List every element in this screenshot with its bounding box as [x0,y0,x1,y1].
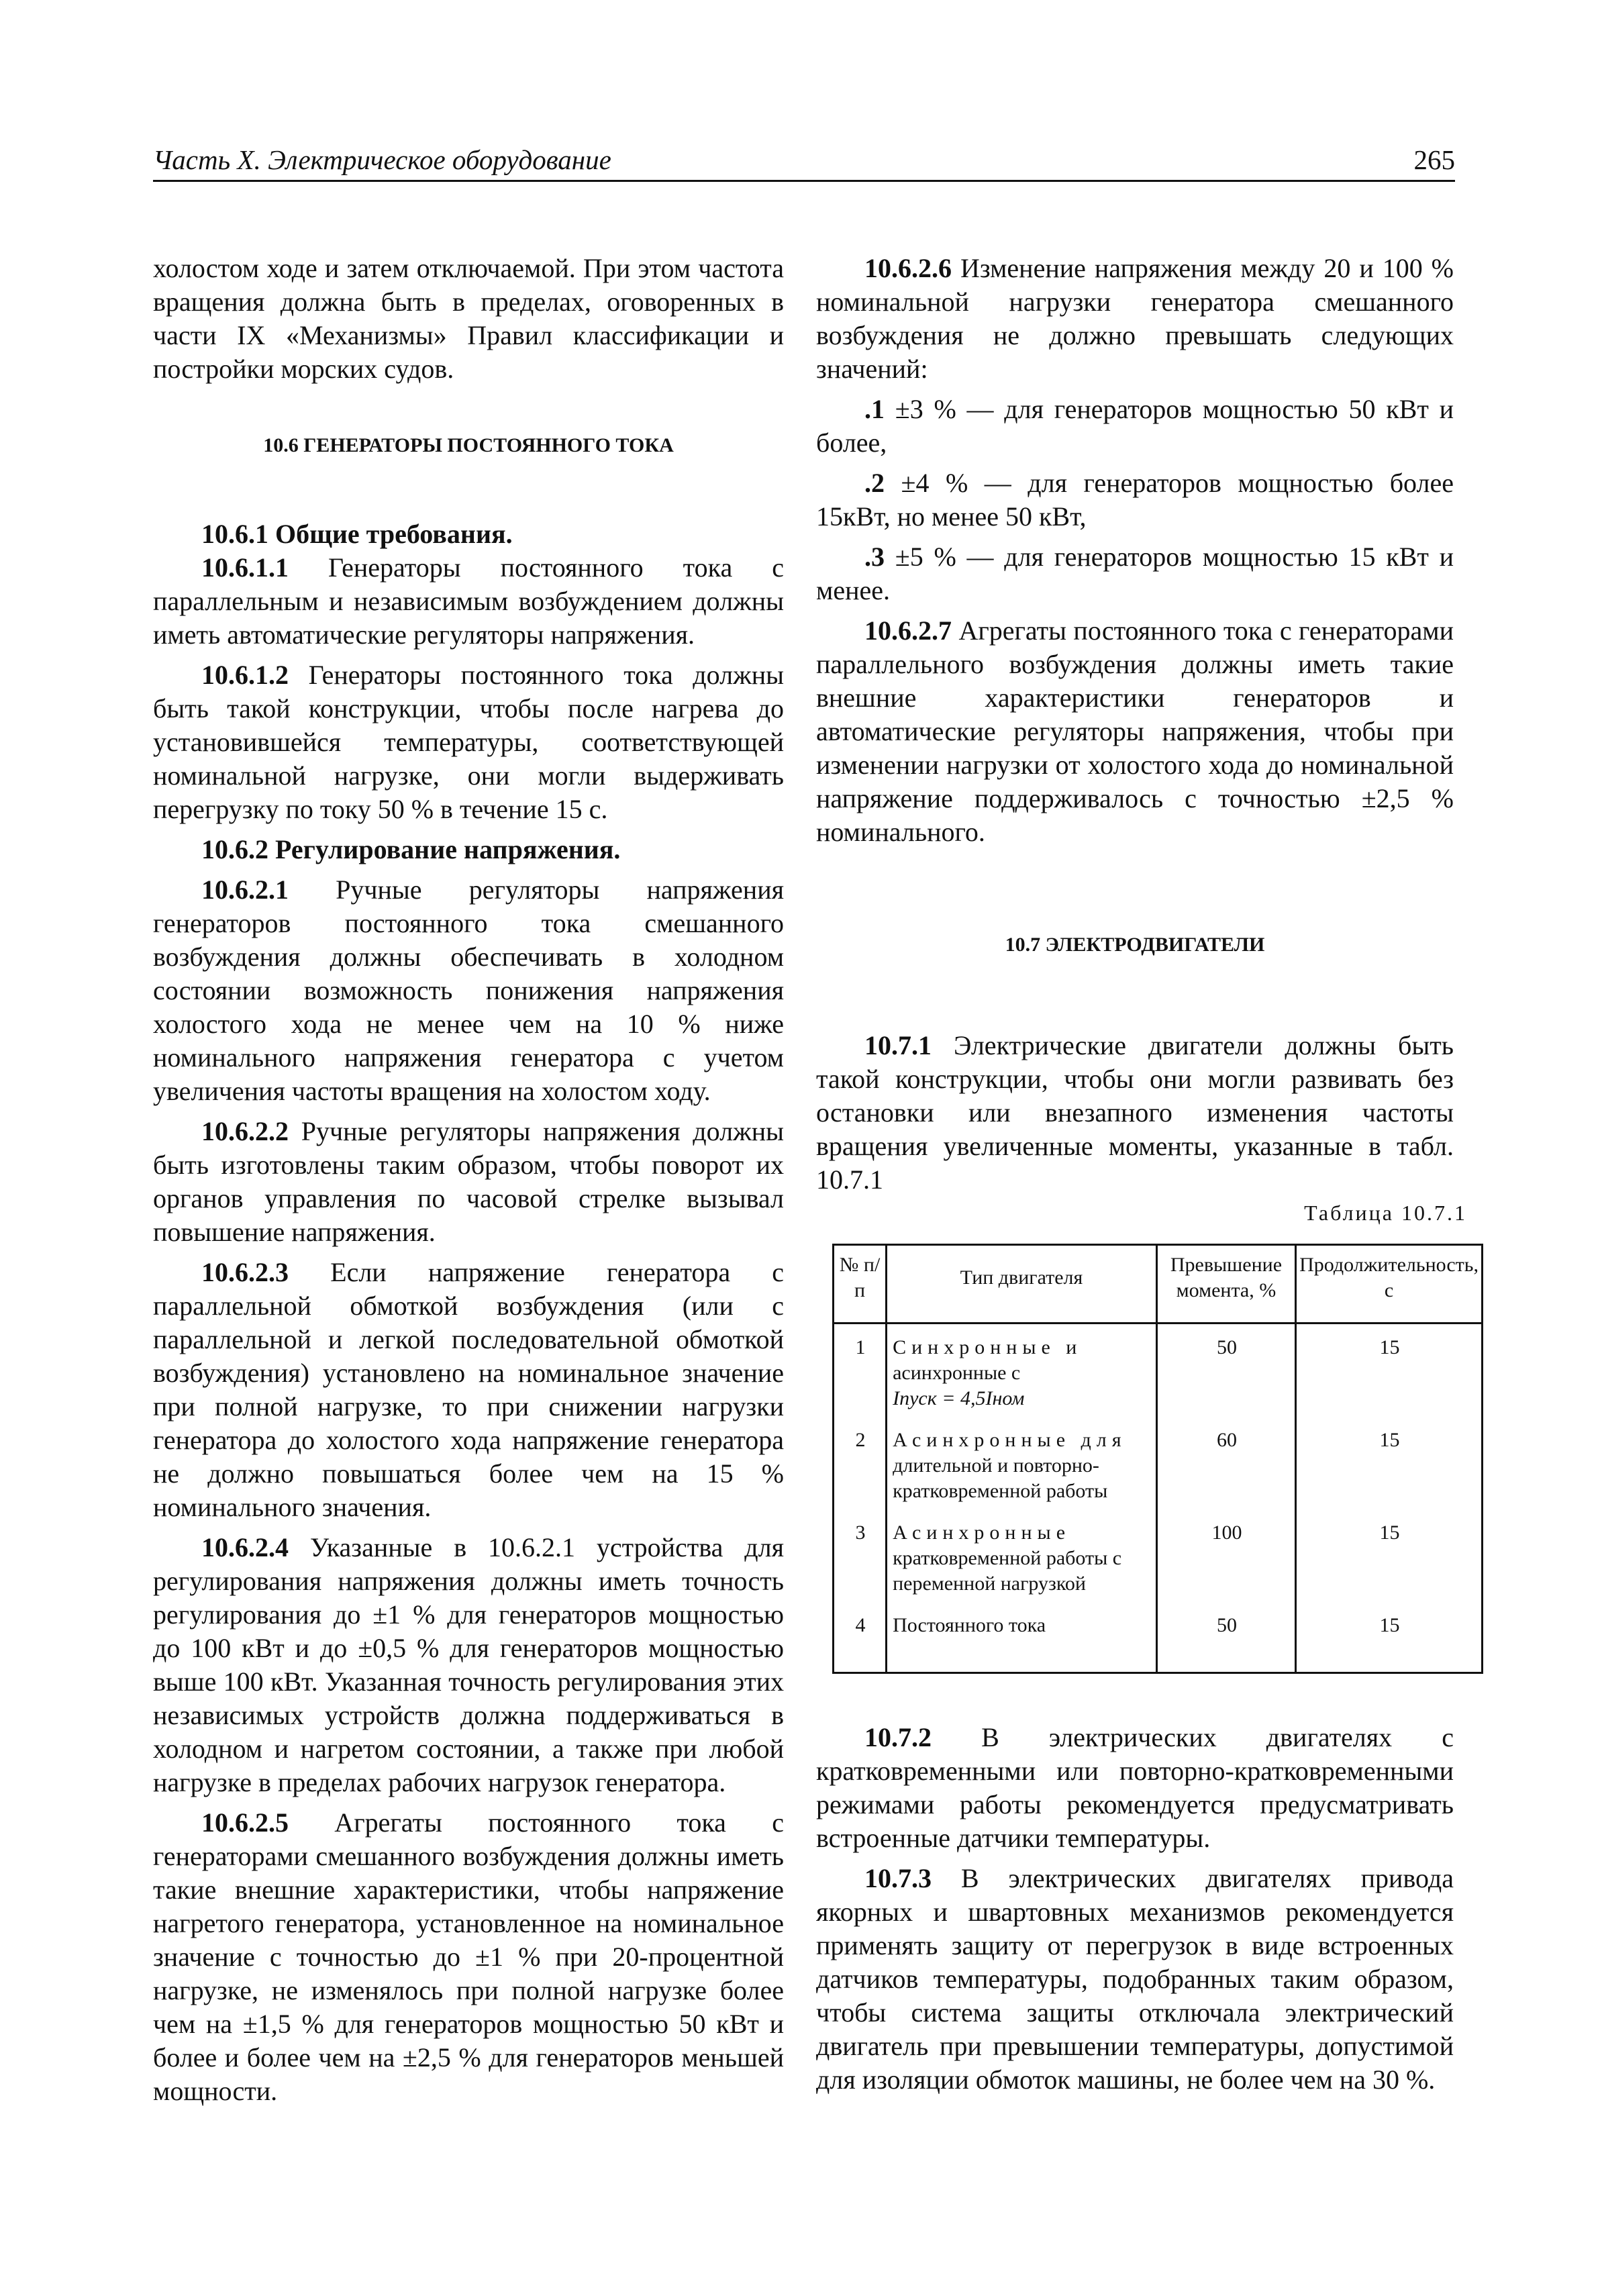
clause-text: Генераторы постоянного тока должны быть такой конструкции, чтобы после нагрева до установившейся температуры, соответствующей номинальной нагрузке, они могли выдерживать перегрузку по току 50 % в течение 15 с. [153,660,784,824]
cell-number: 1 [834,1324,887,1420]
motor-type-rest: асинхронные с [893,1362,1021,1384]
list-item [816,393,1454,460]
list-item-text: ±4 % — для генераторов мощностью более 15кВт, но менее 50 кВт, [816,468,1454,532]
cell-torque-excess: 60 [1156,1419,1295,1512]
clause-text: Генераторы постоянного тока с параллельным и независимым возбуждением должны иметь автоматические регуляторы напряжения. [153,552,784,650]
cell-number: 4 [834,1605,887,1673]
subsection-heading-10-6-2: 10.6.2 Регулирование напряжения. [201,834,621,864]
cell-duration: 15 [1296,1605,1483,1673]
list-item-number: .2 [864,468,885,498]
col-header-torque-excess: Превышение момента, % [1156,1245,1295,1324]
right-column [816,252,1479,2097]
cell-number: 2 [834,1419,887,1512]
clause-text: Ручные регуляторы напряжения генераторов постоянного тока смешанного возбуждения должны обеспечивать в холодном состоянии возможность понижения напряжения холостого хода не менее чем на 10 % ниже номинального напряжения генератора с учетом увеличения частоты вращения на холостом ходу. [153,875,784,1106]
cell-motor-type [887,1605,1157,1673]
clause-text: Если напряжение генератора с параллельной обмоткой возбуждения (или с параллельной и легкой последовательной обмоткой возбуждения) установлено на номинальное значение при полной нагрузке, то при снижении нагрузки генератора до холостого хода напряжение генератора не должно повышаться более чем на 15 % номинального значения. [153,1257,784,1522]
clause-text: В электрических двигателях с кратковременными или повторно-кратковременными режимами работы рекомендуется предусматривать встроенные датчики температуры. [816,1722,1454,1853]
page-header [153,142,1455,182]
clause-text: Агрегаты постоянного тока с генераторами смешанного возбуждения должны иметь такие внешние характеристики, чтобы напряжение нагретого генератора, установленное на номинальное значение с точностью до ±1 % при 20-процентной нагрузке, не изменялось при полной нагрузке более чем на ±1,5 % для генераторов мощностью 50 кВт и более и более чем на ±2,5 % для генераторов меньшей мощности. [153,1807,784,2106]
section-title-10-7: 10.7 ЭЛЕКТРОДВИГАТЕЛИ [1005,934,1265,956]
clause-number: 10.7.2 [864,1722,932,1752]
paragraph-10-6-1-2 [153,658,784,826]
paragraph-10-6-1-1 [153,551,784,652]
col-header-duration: Продолжительность, с [1296,1245,1483,1324]
cell-duration: 15 [1296,1419,1483,1512]
paragraph-10-7-2 [816,1721,1454,1855]
motor-type-head: Асинхронные [893,1521,1071,1544]
clause-number: 10.6.2.2 [201,1116,289,1146]
motor-torque-table [832,1244,1483,1674]
clause-text: Агрегаты постоянного тока с генераторами параллельного возбуждения должны иметь такие внешние характеристики генераторов и автоматические регуляторы напряжения, чтобы при изменении нагрузки от холостого хода до номинальной напряжение поддерживалось с точностью ±2,5 % номинального. [816,615,1454,847]
clause-number: 10.7.3 [864,1863,932,1893]
list-item-number: .1 [864,394,885,424]
list-item [816,540,1454,607]
list-item-text: ±3 % — для генераторов мощностью 50 кВт и более, [816,394,1454,458]
cell-duration: 15 [1296,1512,1483,1605]
clause-number: 10.6.2.4 [201,1532,289,1562]
list-item [816,466,1454,534]
paragraph-10-7-1 [816,1029,1454,1197]
col-header-motor-type: Тип двигателя [887,1245,1157,1324]
paragraph-10-6-2-6 [816,252,1454,386]
clause-text: Указанные в 10.6.2.1 устройства для регулирования напряжения должны иметь точность регулирования до ±1 % для генераторов мощностью до 100 кВт и до ±0,5 % для генераторов мощностью выше 100 кВт. Указанная точность регулирования этих независимых устройств должна поддерживаться в холодном и нагретом состоянии, а также при любой нагрузке в пределах рабочих нагрузок генератора. [153,1532,784,1797]
table-row [834,1324,1483,1420]
motor-type-rest: длительной и повторно-кратковременной работы [893,1454,1108,1502]
running-title: Часть X. Электрическое оборудование [153,144,611,175]
motor-type-rest: кратковременной работы с переменной нагрузкой [893,1547,1122,1595]
paragraph-10-6-2-3 [153,1256,784,1524]
clause-number: 10.7.1 [864,1030,932,1060]
clause-text: Ручные регуляторы напряжения должны быть изготовлены таким образом, чтобы поворот их органов управления по часовой стрелке вызывал повышение напряжения. [153,1116,784,1247]
cell-motor-type [887,1512,1157,1605]
paragraph-10-6-2-1 [153,873,784,1108]
clause-number: 10.6.2.3 [201,1257,289,1287]
paragraph-10-6-2-7 [816,614,1454,849]
table-caption: Таблица 10.7.1 [1304,1201,1467,1225]
table-row [834,1605,1483,1673]
motor-type-head: Асинхронные для [893,1429,1127,1451]
left-column [153,252,784,2108]
cell-torque-excess: 50 [1156,1324,1295,1420]
table-row [834,1419,1483,1512]
subsection-heading-10-6-1: 10.6.1 Общие требования. [201,519,513,549]
list-item-number: .3 [864,542,885,572]
paragraph-10-7-3 [816,1862,1454,2097]
table-row [834,1512,1483,1605]
clause-text: В электрических двигателях привода якорных и швартовных механизмов рекомендуется применять защиту от перегрузок в виде встроенных датчиков температуры, подобранных таким образом, чтобы система защиты отключала электрический двигатель при превышении температуры, допустимой для изоляции обмоток машины, не более чем на 30 %. [816,1863,1454,2095]
page-number: 265 [1413,144,1455,175]
clause-text: Изменение напряжения между 20 и 100 % номинальной нагрузки генератора смешанного возбуждения не должно превышать следующих значений: [816,253,1454,384]
paragraph-intro: холостом ходе и затем отключаемой. При этом частота вращения должна быть в пределах, оговоренных в части IX «Механизмы» Правил классификации и постройки морских судов. [153,253,784,384]
table-header-row [834,1245,1483,1324]
cell-duration: 15 [1296,1324,1483,1420]
col-header-number: № п/п [834,1245,887,1324]
motor-type-head: Постоянного тока [893,1614,1046,1636]
clause-number: 10.6.2.1 [201,875,289,905]
clause-number: 10.6.2.7 [864,615,952,646]
clause-text: Электрические двигатели должны быть такой конструкции, чтобы они могли развивать без остановки или внезапного изменения частоты вращения увеличенные моменты, указанные в табл. 10.7.1 [816,1030,1454,1195]
start-current-formula: Iпуск = 4,5Iном [893,1387,1025,1409]
paragraph-10-6-2-2 [153,1115,784,1249]
clause-number: 10.6.1.2 [201,660,289,690]
motor-type-head: Синхронные и [893,1336,1083,1358]
clause-number: 10.6.2.5 [201,1807,289,1838]
paragraph-10-6-2-4 [153,1531,784,1799]
section-title-10-6: 10.6 ГЕНЕРАТОРЫ ПОСТОЯННОГО ТОКА [263,434,674,456]
paragraph-10-6-2-5 [153,1806,784,2108]
cell-torque-excess: 100 [1156,1512,1295,1605]
clause-number: 10.6.1.1 [201,552,289,583]
cell-motor-type [887,1419,1157,1512]
list-item-text: ±5 % — для генераторов мощностью 15 кВт и менее. [816,542,1454,605]
cell-number: 3 [834,1512,887,1605]
cell-motor-type [887,1324,1157,1420]
clause-number: 10.6.2.6 [864,253,952,283]
cell-torque-excess: 50 [1156,1605,1295,1673]
